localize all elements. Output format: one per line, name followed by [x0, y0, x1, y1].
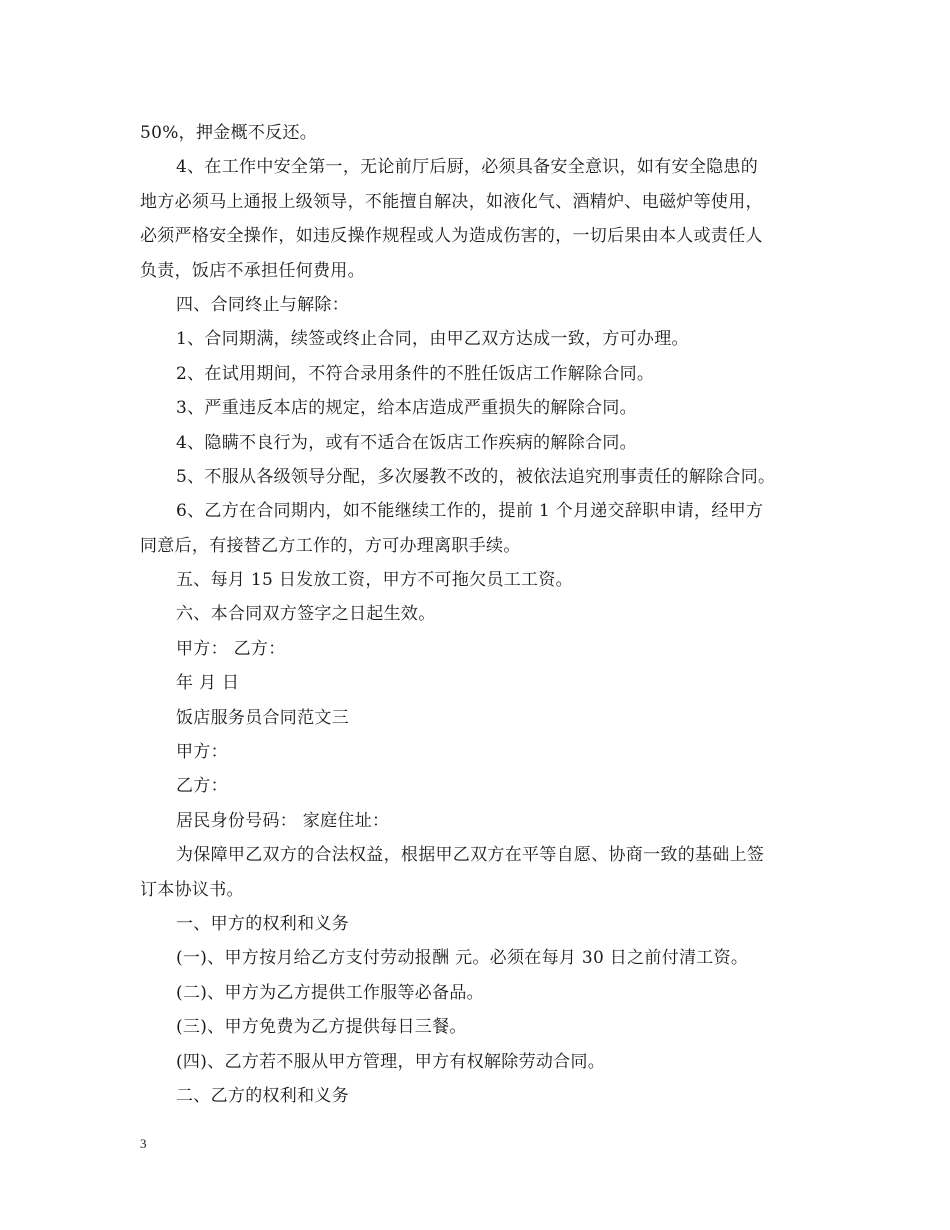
- document-line: 5、不服从各级领导分配，多次屡教不改的，被依法追究刑事责任的解除合同。: [176, 466, 776, 487]
- document-line: 乙方：: [176, 776, 228, 797]
- document-line: 负责，饭店不承担任何费用。: [140, 260, 365, 281]
- document-line: 1、合同期满，续签或终止合同，由甲乙双方达成一致，方可办理。: [176, 329, 689, 350]
- page-number: 3: [140, 1136, 147, 1151]
- document-line: 年 月 日: [176, 673, 240, 694]
- document-line: 饭店服务员合同范文三: [176, 707, 349, 728]
- document-line: 4、隐瞒不良行为，或有不适合在饭店工作疾病的解除合同。: [176, 432, 637, 453]
- document-line: (四)、乙方若不服从甲方管理，甲方有权解除劳动合同。: [176, 1051, 606, 1072]
- document-body: [140, 116, 820, 1113]
- document-line: 四、合同终止与解除：: [176, 294, 349, 315]
- document-line: 2、在试用期间，不符合录用条件的不胜任饭店工作解除合同。: [176, 363, 655, 384]
- document-line: 地方必须马上通报上级领导，不能擅自解决，如液化气、酒精炉、电磁炉等使用，: [140, 191, 763, 212]
- document-line: 6、乙方在合同期内，如不能继续工作的，提前 1 个月递交辞职申请，经甲方: [176, 501, 764, 522]
- document-line: 必须严格安全操作，如违反操作规程或人为造成伤害的，一切后果由本人或责任人: [140, 226, 763, 247]
- document-line: (二)、甲方为乙方提供工作服等必备品。: [176, 982, 484, 1003]
- document-line: 订本协议书。: [140, 879, 244, 900]
- document-line: 3、严重违反本店的规定，给本店造成严重损失的解除合同。: [176, 398, 637, 419]
- document-line: 五、每月 15 日发放工资，甲方不可拖欠员工工资。: [176, 570, 573, 591]
- document-line: 同意后，有接替乙方工作的，方可办理离职手续。: [140, 535, 521, 556]
- document-line: 甲方： 乙方：: [176, 638, 286, 659]
- document-line: 一、甲方的权利和义务: [176, 913, 349, 934]
- document-line: 为保障甲乙双方的合法权益，根据甲乙双方在平等自愿、协商一致的基础上签: [176, 845, 765, 866]
- document-line: 六、本合同双方签字之日起生效。: [176, 604, 436, 625]
- document-line: 二、乙方的权利和义务: [176, 1085, 349, 1106]
- document-line: 4、在工作中安全第一，无论前厅后厨，必须具备安全意识，如有安全隐患的: [176, 157, 759, 178]
- document-line: 甲方：: [176, 742, 228, 763]
- document-line: (一)、甲方按月给乙方支付劳动报酬 元。必须在每月 30 日之前付清工资。: [176, 948, 749, 969]
- document-line: 居民身份号码： 家庭住址：: [176, 810, 390, 831]
- document-line: 50%，押金概不反还。: [140, 123, 318, 143]
- document-line: (三)、甲方免费为乙方提供每日三餐。: [176, 1017, 467, 1038]
